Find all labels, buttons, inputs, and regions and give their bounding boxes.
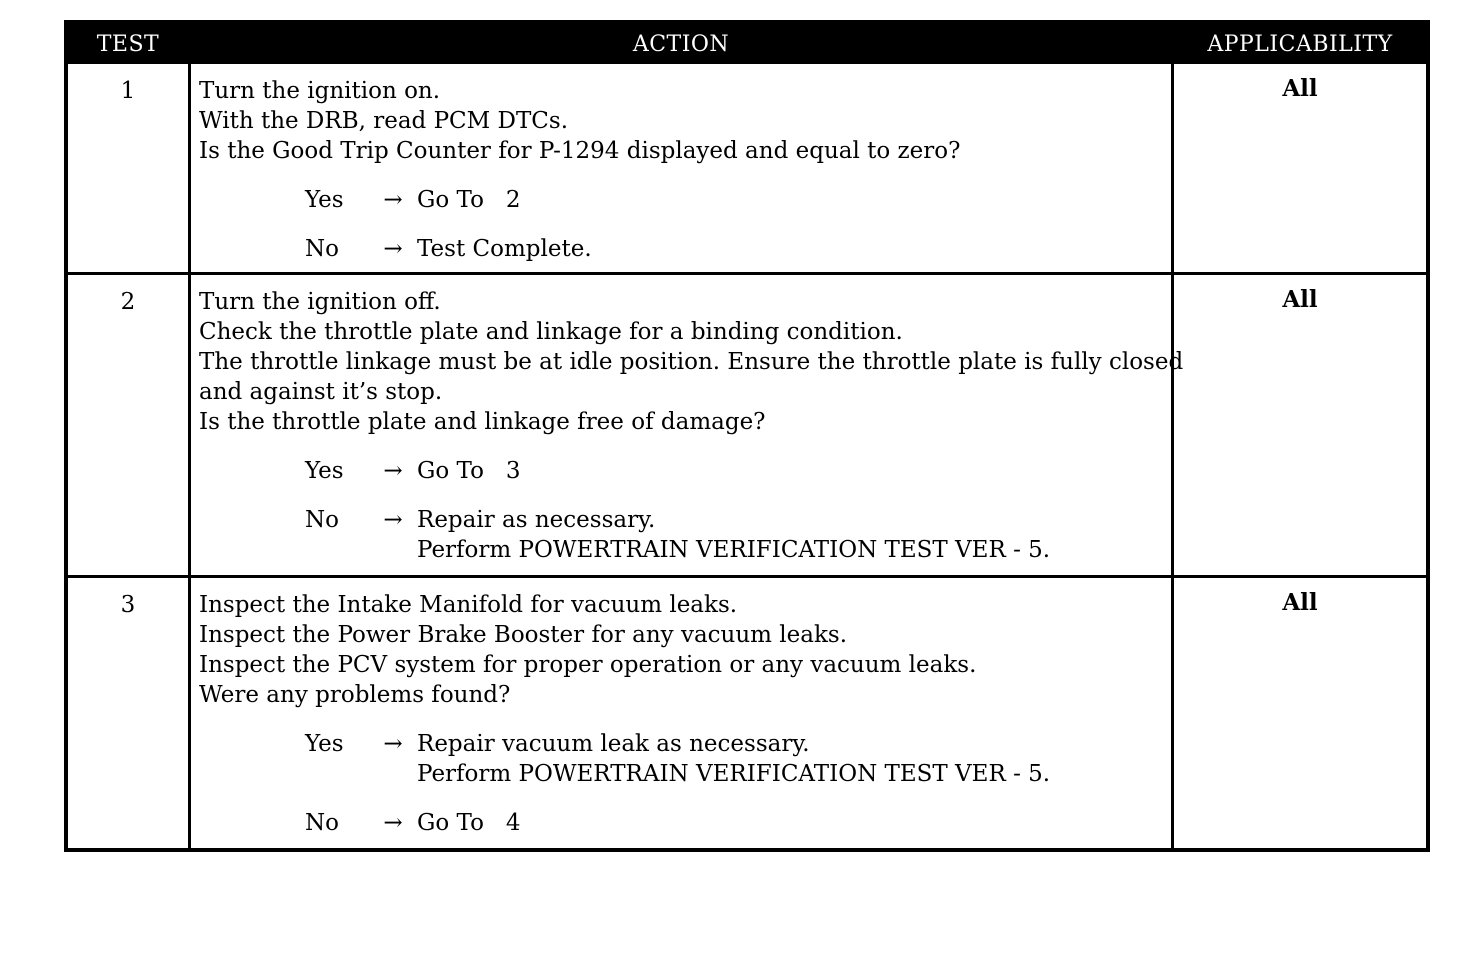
action-line: Were any problems found? (199, 682, 511, 708)
arrow-icon: → (383, 731, 403, 757)
header-applicability: APPLICABILITY (1207, 31, 1393, 57)
destination-line: Repair as necessary. (417, 507, 656, 533)
action-cell (188, 578, 1174, 848)
test-number: 1 (120, 78, 136, 104)
destination-line: Go To 4 (417, 810, 521, 836)
branch-destination (417, 505, 1050, 565)
action-cell (188, 64, 1174, 272)
action-line: Is the throttle plate and linkage free of damage? (199, 409, 766, 435)
action-line: Turn the ignition on. (199, 78, 441, 104)
yes-branch (199, 729, 1171, 789)
no-branch (199, 808, 1171, 838)
destination-line: Go To 3 (417, 458, 521, 484)
no-branch (199, 505, 1171, 565)
applicability-value: All (1282, 589, 1318, 616)
action-line: and against it’s stop. (199, 379, 443, 405)
no-branch (199, 234, 1171, 264)
arrow-icon: → (383, 187, 403, 213)
destination-line: Go To 2 (417, 187, 521, 213)
arrow-icon: → (383, 507, 403, 533)
applicability-value: All (1282, 286, 1318, 313)
action-line: Turn the ignition off. (199, 289, 441, 315)
no-label: No (305, 236, 339, 262)
action-line: Check the throttle plate and linkage for a binding condition. (199, 319, 903, 345)
test-number: 3 (120, 592, 136, 618)
yes-label: Yes (305, 458, 344, 484)
action-line: Inspect the Power Brake Booster for any vacuum leaks. (199, 622, 848, 648)
action-line: Inspect the PCV system for proper operation or any vacuum leaks. (199, 652, 977, 678)
action-line: The throttle linkage must be at idle position. Ensure the throttle plate is fully closed (199, 349, 1184, 375)
diagnostic-test-table (64, 20, 1430, 852)
table-row (68, 575, 1426, 848)
test-number: 2 (120, 289, 136, 315)
branch-destination (417, 234, 592, 264)
header-action: ACTION (632, 31, 730, 57)
yes-branch (199, 185, 1171, 215)
table-header (68, 24, 1426, 64)
yes-branch (199, 456, 1171, 486)
action-cell (188, 275, 1184, 575)
yes-label: Yes (305, 187, 344, 213)
action-line: With the DRB, read PCM DTCs. (199, 108, 568, 134)
branch-destination (417, 185, 521, 215)
applicability-value: All (1282, 75, 1318, 102)
no-label: No (305, 507, 339, 533)
arrow-icon: → (383, 458, 403, 484)
yes-label: Yes (305, 731, 344, 757)
action-line: Inspect the Intake Manifold for vacuum leaks. (199, 592, 738, 618)
branch-destination (417, 456, 521, 486)
no-label: No (305, 810, 339, 836)
branch-destination (417, 729, 1050, 789)
table-row (68, 64, 1426, 272)
destination-line: Perform POWERTRAIN VERIFICATION TEST VER - 5. (417, 761, 1051, 787)
destination-line: Perform POWERTRAIN VERIFICATION TEST VER - 5. (417, 537, 1051, 563)
destination-line: Repair vacuum leak as necessary. (417, 731, 810, 757)
header-test: TEST (96, 31, 160, 57)
branch-destination (417, 808, 521, 838)
destination-line: Test Complete. (417, 236, 592, 262)
action-line: Is the Good Trip Counter for P-1294 displayed and equal to zero? (199, 138, 961, 164)
arrow-icon: → (383, 810, 403, 836)
table-row (68, 272, 1426, 575)
arrow-icon: → (383, 236, 403, 262)
